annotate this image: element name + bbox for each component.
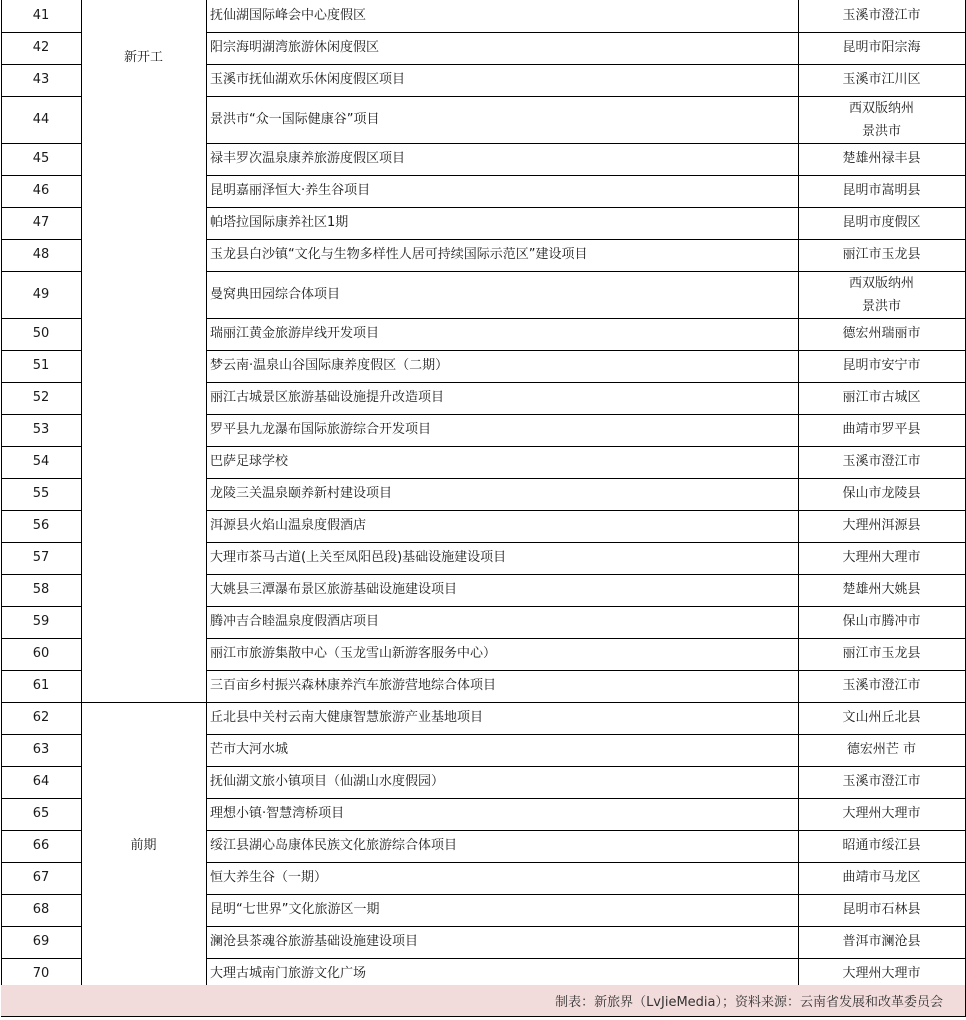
grid-line [1,958,82,959]
row-number: 65 [32,806,50,821]
grid-line [206,64,966,65]
project-location: 昆明市石林县 [842,902,921,917]
project-name: 玉龙县白沙镇“文化与生物多样性人居可持续国际示范区”建设项目 [210,247,588,262]
project-location: 楚雄州大姚县 [842,582,921,597]
grid-line [206,271,966,272]
project-location: 德宏州瑞丽市 [842,326,921,341]
row-number: 46 [32,183,50,198]
row-number: 51 [32,358,50,373]
grid-line [1,766,82,767]
grid-line [1,32,82,33]
grid-line [798,0,799,991]
grid-line [1,606,82,607]
grid-line [206,382,966,383]
grid-line [206,638,966,639]
row-number: 64 [32,774,50,789]
row-number: 70 [32,966,50,981]
project-name: 抚仙湖文旅小镇项目（仙湖山水度假园） [210,774,445,789]
project-location: 曲靖市罗平县 [842,422,921,437]
grid-line [206,478,966,479]
project-location: 昆明市阳宗海 [842,40,921,55]
row-number: 63 [32,742,50,757]
row-number: 56 [32,518,50,533]
row-number: 45 [32,151,50,166]
grid-line [206,175,966,176]
grid-line [206,143,966,144]
project-name: 罗平县九龙瀑布国际旅游综合开发项目 [210,422,432,437]
grid-line [206,0,207,991]
project-location: 丽江市古城区 [842,390,921,405]
project-name: 澜沧县茶魂谷旅游基础设施建设项目 [210,934,419,949]
grid-line [206,207,966,208]
grid-line [206,542,966,543]
project-name: 芒市大河水城 [210,742,289,757]
grid-line [1,382,82,383]
project-location: 大理州大理市 [842,966,921,981]
grid-line [1,446,82,447]
grid-line [206,670,966,671]
project-name: 瑞丽江黄金旅游岸线开发项目 [210,326,380,341]
project-location: 昆明市安宁市 [842,358,921,373]
project-location: 玉溪市澄江市 [842,8,921,23]
grid-line [1,830,82,831]
grid-line [1,670,82,671]
row-number: 49 [32,286,50,302]
project-name: 抚仙湖国际峰会中心度假区 [210,8,367,23]
grid-line [206,894,966,895]
grid-line [206,766,966,767]
grid-line [1,64,82,65]
project-name: 昆明“七世界”文化旅游区一期 [210,902,380,917]
project-name: 绥江县湖心岛康体民族文化旅游综合体项目 [210,838,458,853]
grid-line [206,798,966,799]
project-location: 玉溪市澄江市 [842,774,921,789]
grid-line [1,271,82,272]
table-footer-credit [1,985,965,1016]
row-number: 41 [32,8,50,23]
stage-label: 新开工 [123,50,163,65]
project-location: 楚雄州禄丰县 [842,151,921,166]
grid-line [206,446,966,447]
grid-line [206,926,966,927]
grid-line [1,96,82,97]
project-name: 三百亩乡村振兴森林康养汽车旅游营地综合体项目 [210,678,497,693]
row-number: 61 [32,678,50,693]
row-number: 54 [32,454,50,469]
row-number: 67 [32,870,50,885]
grid-line [206,574,966,575]
project-name: 丘北县中关村云南大健康智慧旅游产业基地项目 [210,710,484,725]
project-name: 景洪市“众一国际健康谷”项目 [210,111,380,127]
grid-line [206,862,966,863]
row-number: 58 [32,582,50,597]
row-number: 42 [32,40,50,55]
project-location: 保山市龙陵县 [842,486,921,501]
row-number: 53 [32,422,50,437]
project-name: 丽江市旅游集散中心（玉龙雪山新游客服务中心） [210,646,497,661]
project-location: 西双版纳州 景洪市 [848,100,914,139]
grid-line [1,926,82,927]
project-name: 洱源县火焰山温泉度假酒店 [210,518,367,533]
project-name: 帕塔拉国际康养社区1期 [210,215,349,230]
grid-line [206,958,966,959]
project-name: 大理古城南门旅游文化广场 [210,966,367,981]
project-location: 曲靖市马龙区 [842,870,921,885]
project-location: 文山州丘北县 [842,710,921,725]
project-location: 昆明市度假区 [842,215,921,230]
row-number: 50 [32,326,50,341]
grid-line [1,638,82,639]
row-number: 48 [32,247,50,262]
project-name: 巴萨足球学校 [210,454,289,469]
grid-line [1,1016,966,1017]
row-number: 60 [32,646,50,661]
row-number: 57 [32,550,50,565]
grid-line [1,542,82,543]
grid-line [206,606,966,607]
project-location: 昭通市绥江县 [842,838,921,853]
grid-line [1,350,82,351]
project-name: 大姚县三潭瀑布景区旅游基础设施建设项目 [210,582,458,597]
grid-line [1,510,82,511]
grid-line [206,318,966,319]
project-name: 腾冲吉合睦温泉度假酒店项目 [210,614,380,629]
project-location: 丽江市玉龙县 [842,247,921,262]
grid-line [206,96,966,97]
project-name: 昆明嘉丽泽恒大·养生谷项目 [210,183,371,198]
project-name: 禄丰罗次温泉康养旅游度假区项目 [210,151,406,166]
project-name: 阳宗海明湖湾旅游休闲度假区 [210,40,380,55]
row-number: 59 [32,614,50,629]
project-location: 西双版纳州 景洪市 [848,275,914,314]
footer-credit-text: 制表：新旅界（LvJieMedia）；资料来源：云南省发展和改革委员会 [555,995,943,1010]
grid-line [206,32,966,33]
project-name: 丽江古城景区旅游基础设施提升改造项目 [210,390,445,405]
project-location: 丽江市玉龙县 [842,646,921,661]
row-number: 47 [32,215,50,230]
project-location: 德宏州芒 市 [846,742,917,757]
project-location: 玉溪市澄江市 [842,454,921,469]
grid-line [1,702,966,703]
row-number: 66 [32,838,50,853]
project-name: 大理市茶马古道(上关至凤阳邑段)基础设施建设项目 [210,550,507,565]
project-name: 曼窝典田园综合体项目 [210,286,341,302]
project-location: 昆明市嵩明县 [842,183,921,198]
project-location: 保山市腾冲市 [842,614,921,629]
grid-line [1,239,82,240]
grid-line [1,478,82,479]
project-location: 大理州洱源县 [842,518,921,533]
grid-line [206,239,966,240]
row-number: 44 [32,111,50,127]
stage-label: 前期 [130,838,157,853]
row-number: 69 [32,934,50,949]
grid-line [206,830,966,831]
grid-line [1,207,82,208]
project-name: 玉溪市抚仙湖欢乐休闲度假区项目 [210,72,406,87]
grid-line [206,510,966,511]
grid-line [1,734,82,735]
project-name: 恒大养生谷（一期） [210,870,328,885]
grid-line [1,143,82,144]
grid-line [1,414,82,415]
project-location: 玉溪市江川区 [842,72,921,87]
grid-line [206,350,966,351]
row-number: 43 [32,72,50,87]
row-number: 62 [32,710,50,725]
project-location: 普洱市澜沧县 [842,934,921,949]
grid-line [206,414,966,415]
project-name: 龙陵三关温泉颐养新村建设项目 [210,486,393,501]
grid-line [1,574,82,575]
project-location: 大理州大理市 [842,550,921,565]
project-name: 梦云南·温泉山谷国际康养度假区（二期） [210,358,449,373]
grid-line [1,318,82,319]
grid-line [1,175,82,176]
row-number: 55 [32,486,50,501]
project-location: 大理州大理市 [842,806,921,821]
grid-line [1,862,82,863]
grid-line [1,894,82,895]
row-number: 52 [32,390,50,405]
grid-line [206,734,966,735]
grid-line [1,798,82,799]
row-number: 68 [32,902,50,917]
project-location: 玉溪市澄江市 [842,678,921,693]
grid-line [81,0,82,991]
grid-line [1,0,2,991]
project-name: 理想小镇·智慧湾桥项目 [210,806,345,821]
